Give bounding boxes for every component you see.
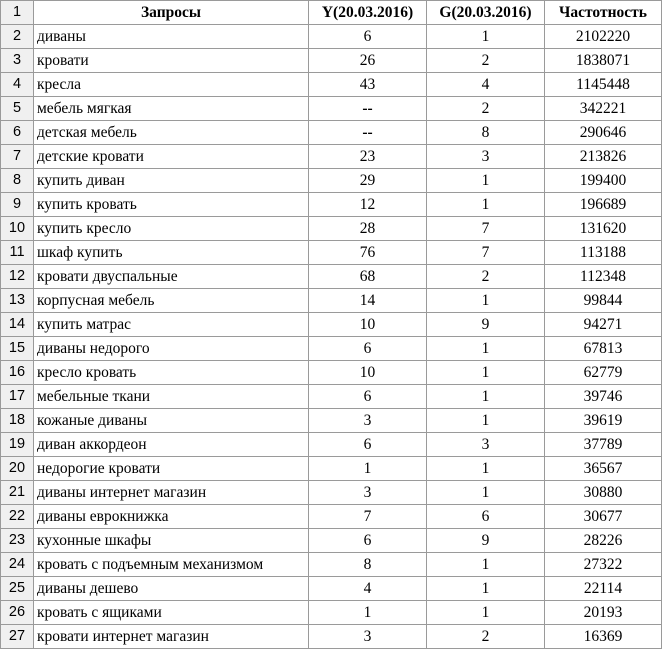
y-cell[interactable]: 14 [309, 289, 427, 313]
y-cell[interactable]: 1 [309, 601, 427, 625]
query-cell[interactable]: кухонные шкафы [34, 529, 309, 553]
y-cell[interactable]: 12 [309, 193, 427, 217]
g-cell[interactable]: 7 [427, 217, 545, 241]
table-row [1, 265, 662, 289]
g-cell[interactable]: 2 [427, 265, 545, 289]
row-number[interactable]: 26 [1, 601, 34, 625]
query-cell[interactable]: кровать с подъемным механизмом [34, 553, 309, 577]
frequency-cell[interactable]: 199400 [545, 169, 662, 193]
row-number[interactable]: 9 [1, 193, 34, 217]
g-cell[interactable]: 2 [427, 625, 545, 649]
g-cell[interactable]: 6 [427, 505, 545, 529]
table-row [1, 457, 662, 481]
query-cell[interactable]: купить матрас [34, 313, 309, 337]
table-row [1, 25, 662, 49]
query-cell[interactable]: мебельные ткани [34, 385, 309, 409]
row-number[interactable]: 5 [1, 97, 34, 121]
y-cell[interactable]: -- [309, 97, 427, 121]
frequency-cell[interactable]: 39746 [545, 385, 662, 409]
g-cell[interactable]: 1 [427, 601, 545, 625]
frequency-cell[interactable]: 28226 [545, 529, 662, 553]
g-cell[interactable]: 1 [427, 409, 545, 433]
y-cell[interactable]: 6 [309, 385, 427, 409]
table-row [1, 529, 662, 553]
table-row [1, 577, 662, 601]
row-number[interactable]: 17 [1, 385, 34, 409]
table-row [1, 289, 662, 313]
table-row [1, 217, 662, 241]
query-cell[interactable]: кресла [34, 73, 309, 97]
query-cell[interactable]: диваны [34, 25, 309, 49]
g-cell[interactable]: 8 [427, 121, 545, 145]
query-cell[interactable]: шкаф купить [34, 241, 309, 265]
g-cell[interactable]: 1 [427, 25, 545, 49]
table-row [1, 409, 662, 433]
frequency-cell[interactable]: 27322 [545, 553, 662, 577]
g-cell[interactable]: 2 [427, 49, 545, 73]
query-cell[interactable]: кровать с ящиками [34, 601, 309, 625]
g-cell[interactable]: 1 [427, 577, 545, 601]
frequency-cell[interactable]: 342221 [545, 97, 662, 121]
frequency-cell[interactable]: 94271 [545, 313, 662, 337]
frequency-cell[interactable]: 112348 [545, 265, 662, 289]
query-cell[interactable]: диваны недорого [34, 337, 309, 361]
query-cell[interactable]: купить диван [34, 169, 309, 193]
table-row [1, 625, 662, 649]
y-cell[interactable]: 10 [309, 361, 427, 385]
sheet-body [1, 1, 662, 649]
query-cell[interactable]: корпусная мебель [34, 289, 309, 313]
y-cell[interactable]: 3 [309, 625, 427, 649]
table-row [1, 385, 662, 409]
frequency-cell[interactable]: 36567 [545, 457, 662, 481]
g-cell[interactable]: 1 [427, 385, 545, 409]
y-cell[interactable]: 4 [309, 577, 427, 601]
row-number[interactable]: 10 [1, 217, 34, 241]
table-row [1, 97, 662, 121]
table-row [1, 433, 662, 457]
query-cell[interactable]: кровати двуспальные [34, 265, 309, 289]
y-cell[interactable]: 23 [309, 145, 427, 169]
header-row [1, 1, 662, 25]
table-row [1, 121, 662, 145]
table-row [1, 505, 662, 529]
query-cell[interactable]: диваны еврокнижка [34, 505, 309, 529]
g-cell[interactable]: 9 [427, 313, 545, 337]
g-cell[interactable]: 1 [427, 481, 545, 505]
row-number[interactable]: 3 [1, 49, 34, 73]
y-cell[interactable]: 3 [309, 481, 427, 505]
table-row [1, 49, 662, 73]
y-cell[interactable]: 43 [309, 73, 427, 97]
y-cell[interactable]: 6 [309, 529, 427, 553]
g-cell[interactable]: 1 [427, 193, 545, 217]
y-cell[interactable]: 76 [309, 241, 427, 265]
y-cell[interactable]: 3 [309, 409, 427, 433]
header-cell-frequency[interactable]: Частотность [545, 1, 662, 25]
query-cell[interactable]: мебель мягкая [34, 97, 309, 121]
query-cell[interactable]: кровати [34, 49, 309, 73]
frequency-cell[interactable]: 62779 [545, 361, 662, 385]
table-row [1, 145, 662, 169]
table-row [1, 481, 662, 505]
g-cell[interactable]: 1 [427, 289, 545, 313]
g-cell[interactable]: 9 [427, 529, 545, 553]
g-cell[interactable]: 7 [427, 241, 545, 265]
g-cell[interactable]: 3 [427, 433, 545, 457]
query-cell[interactable]: кресло кровать [34, 361, 309, 385]
row-number[interactable]: 21 [1, 481, 34, 505]
g-cell[interactable]: 3 [427, 145, 545, 169]
row-number[interactable]: 27 [1, 625, 34, 649]
y-cell[interactable]: 7 [309, 505, 427, 529]
g-cell[interactable]: 1 [427, 169, 545, 193]
frequency-cell[interactable]: 67813 [545, 337, 662, 361]
row-number[interactable]: 11 [1, 241, 34, 265]
frequency-cell[interactable]: 30677 [545, 505, 662, 529]
g-cell[interactable]: 2 [427, 97, 545, 121]
row-number[interactable]: 7 [1, 145, 34, 169]
query-cell[interactable]: диван аккордеон [34, 433, 309, 457]
y-cell[interactable]: -- [309, 121, 427, 145]
g-cell[interactable]: 1 [427, 457, 545, 481]
row-number[interactable]: 12 [1, 265, 34, 289]
frequency-cell[interactable]: 131620 [545, 217, 662, 241]
row-number[interactable]: 13 [1, 289, 34, 313]
y-cell[interactable]: 10 [309, 313, 427, 337]
g-cell[interactable]: 1 [427, 337, 545, 361]
frequency-cell[interactable]: 20193 [545, 601, 662, 625]
header-cell-y[interactable]: Y(20.03.2016) [309, 1, 427, 25]
frequency-cell[interactable]: 30880 [545, 481, 662, 505]
frequency-cell[interactable]: 113188 [545, 241, 662, 265]
row-number[interactable]: 22 [1, 505, 34, 529]
table-row [1, 169, 662, 193]
query-cell[interactable]: диваны дешево [34, 577, 309, 601]
frequency-cell[interactable]: 2102220 [545, 25, 662, 49]
row-number[interactable]: 18 [1, 409, 34, 433]
row-number[interactable]: 23 [1, 529, 34, 553]
query-cell[interactable]: недорогие кровати [34, 457, 309, 481]
frequency-cell[interactable]: 213826 [545, 145, 662, 169]
row-number[interactable]: 16 [1, 361, 34, 385]
g-cell[interactable]: 1 [427, 361, 545, 385]
table-row [1, 337, 662, 361]
header-cell-g[interactable]: G(20.03.2016) [427, 1, 545, 25]
frequency-cell[interactable]: 37789 [545, 433, 662, 457]
frequency-cell[interactable]: 39619 [545, 409, 662, 433]
y-cell[interactable]: 26 [309, 49, 427, 73]
g-cell[interactable]: 4 [427, 73, 545, 97]
table-row [1, 73, 662, 97]
frequency-cell[interactable]: 1838071 [545, 49, 662, 73]
row-number[interactable]: 24 [1, 553, 34, 577]
query-cell[interactable]: кожаные диваны [34, 409, 309, 433]
table-row [1, 241, 662, 265]
frequency-cell[interactable]: 99844 [545, 289, 662, 313]
table-row [1, 193, 662, 217]
y-cell[interactable]: 6 [309, 337, 427, 361]
query-cell[interactable]: детская мебель [34, 121, 309, 145]
row-number[interactable]: 4 [1, 73, 34, 97]
query-cell[interactable]: кровати интернет магазин [34, 625, 309, 649]
row-number[interactable]: 25 [1, 577, 34, 601]
table-row [1, 361, 662, 385]
table-row [1, 313, 662, 337]
query-cell[interactable]: детские кровати [34, 145, 309, 169]
row-number[interactable]: 2 [1, 25, 34, 49]
frequency-cell[interactable]: 290646 [545, 121, 662, 145]
y-cell[interactable]: 29 [309, 169, 427, 193]
y-cell[interactable]: 6 [309, 25, 427, 49]
table-row [1, 601, 662, 625]
query-cell[interactable]: диваны интернет магазин [34, 481, 309, 505]
row-number[interactable]: 8 [1, 169, 34, 193]
row-number[interactable]: 1 [1, 1, 34, 25]
table-row [1, 553, 662, 577]
row-number[interactable]: 20 [1, 457, 34, 481]
frequency-cell[interactable]: 16369 [545, 625, 662, 649]
frequency-cell[interactable]: 1145448 [545, 73, 662, 97]
y-cell[interactable]: 8 [309, 553, 427, 577]
y-cell[interactable]: 68 [309, 265, 427, 289]
frequency-cell[interactable]: 196689 [545, 193, 662, 217]
y-cell[interactable]: 28 [309, 217, 427, 241]
y-cell[interactable]: 1 [309, 457, 427, 481]
row-number[interactable]: 14 [1, 313, 34, 337]
query-cell[interactable]: купить кресло [34, 217, 309, 241]
query-cell[interactable]: купить кровать [34, 193, 309, 217]
row-number[interactable]: 19 [1, 433, 34, 457]
header-cell-query[interactable]: Запросы [34, 1, 309, 25]
row-number[interactable]: 15 [1, 337, 34, 361]
g-cell[interactable]: 1 [427, 553, 545, 577]
frequency-cell[interactable]: 22114 [545, 577, 662, 601]
y-cell[interactable]: 6 [309, 433, 427, 457]
row-number[interactable]: 6 [1, 121, 34, 145]
